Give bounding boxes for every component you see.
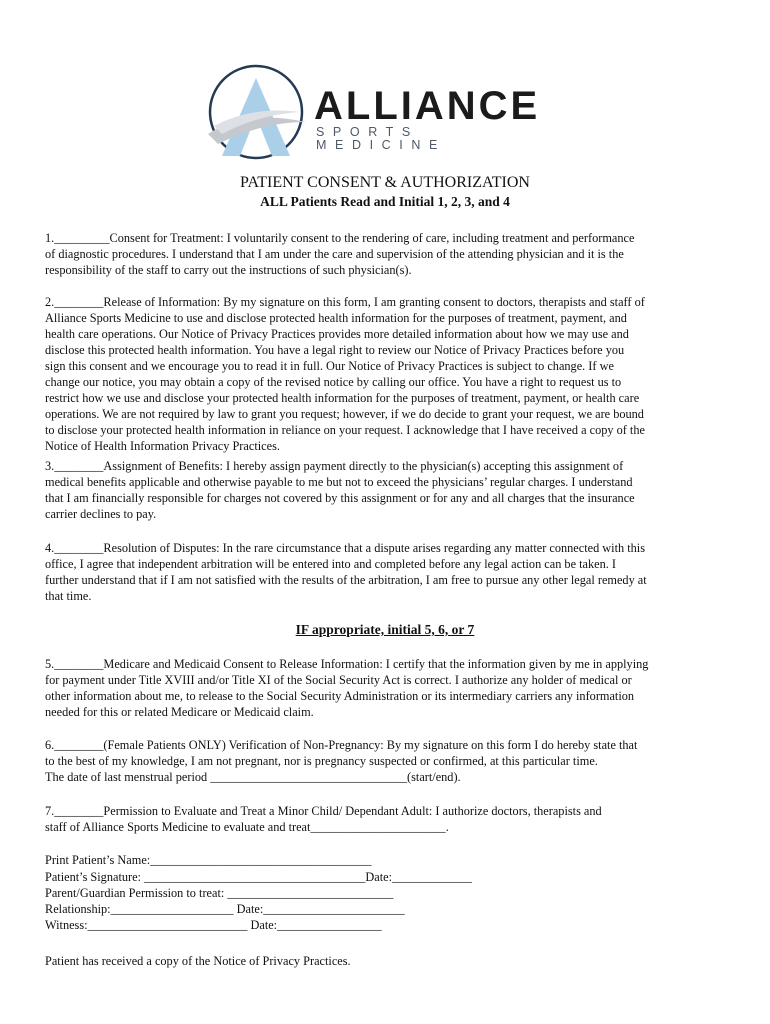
text-line: 7.________Permission to Evaluate and Treat a Minor Child/ Dependant Adult: I authorize doctors, therapists and [45, 804, 602, 818]
privacy-notice-statement: Patient has received a copy of the Notice of Privacy Practices. [45, 954, 351, 968]
text-line: The date of last menstrual period ________________________________(start/end). [45, 770, 461, 784]
text-line: disclose this protected health information. You have a legal right to review our Notice of Privacy Practices before you [45, 343, 625, 357]
text-line: operations. We are not required by law to grant you request; however, if we do decide to grant your request, we are bound [45, 407, 644, 421]
text-line: 4.________Resolution of Disputes: In the rare circumstance that a dispute arises regarding any matter connected with this [45, 541, 645, 555]
non-pregnancy-section [45, 737, 735, 785]
page-title: PATIENT CONSENT & AUTHORIZATION [240, 174, 530, 191]
resolution-disputes-section [45, 540, 735, 604]
text-line: other information about me, to release to the Social Security Administration or its intermediary carriers any information [45, 689, 635, 703]
page-subtitle: ALL Patients Read and Initial 1, 2, 3, and 4 [260, 194, 510, 209]
text-line: to disclose your protected health information in reliance on your request. I acknowledge that I have received a copy of the [45, 423, 645, 437]
assignment-benefits-section [45, 458, 735, 522]
logo-emblem-icon [196, 64, 316, 160]
text-line: 6.________(Female Patients ONLY) Verification of Non-Pregnancy: By my signature on this form I do hereby state that [45, 738, 638, 752]
text-line: 2.________Release of Information: By my signature on this form, I am granting consent to doctors, therapists and staff of [45, 295, 645, 309]
text-line: medical benefits applicable and otherwise payable to me but not to exceed the physicians’ regular charges. I understand [45, 475, 633, 489]
text-line: change our notice, you may obtain a copy of the revised notice by calling our office. You have a right to request us to [45, 375, 622, 389]
text-line: to the best of my knowledge, I am not pregnant, nor is pregnancy suspected or confirmed, at this particular time. [45, 754, 598, 768]
alliance-logo [196, 64, 556, 160]
text-line: restrict how we use and disclose your protected health information for the purposes of treatment, payment, or health care [45, 391, 640, 405]
text-line: further understand that if I am not satisfied with the results of the arbitration, I am free to pursue any other legal remedy at [45, 573, 647, 587]
release-information-section [45, 294, 735, 454]
text-line: that time. [45, 589, 92, 603]
text-line: Alliance Sports Medicine to use and disclose protected health information for the purposes of treatment, payment, and [45, 311, 627, 325]
text-line: 3.________Assignment of Benefits: I hereby assign payment directly to the physician(s) accepting this assignment of [45, 459, 624, 473]
text-line: for payment under Title XVIII and/or Title XI of the Social Security Act is correct. I authorize any holder of medical or [45, 673, 632, 687]
text-line: 5.________Medicare and Medicaid Consent to Release Information: I certify that the information given by me in applying [45, 657, 649, 671]
text-line: needed for this or related Medicare or Medicaid claim. [45, 705, 314, 719]
text-line: carrier declines to pay. [45, 507, 157, 521]
medicare-consent-section [45, 656, 735, 720]
logo-wordmark: ALLIANCE [314, 84, 541, 128]
print-name-field[interactable]: Print Patient’s Name:____________________________________ [45, 853, 372, 867]
optional-sections-heading: IF appropriate, initial 5, 6, or 7 [295, 622, 475, 637]
minor-permission-section [45, 803, 735, 835]
guardian-permission-field[interactable]: Parent/Guardian Permission to treat: ___________________________ [45, 886, 394, 900]
text-line: sign this consent and we encourage you to read it in full. Our Notice of Privacy Practices is subject to change. If we [45, 359, 614, 373]
logo-tagline: SPORTS MEDICINE [316, 125, 446, 152]
witness-field[interactable]: Witness:__________________________ Date:_________________ [45, 918, 382, 932]
text-line: office, I agree that independent arbitration will be entered into and completed before any legal action can be taken. I [45, 557, 616, 571]
relationship-field[interactable]: Relationship:____________________ Date:_______________________ [45, 902, 405, 916]
patient-signature-field[interactable]: Patient’s Signature: ____________________________________Date:_____________ [45, 870, 472, 884]
text-line: that I am financially responsible for charges not covered by this assignment or for any and all charges that the insurance [45, 491, 635, 505]
text-line: responsibility of the staff to carry out the instructions of such physician(s). [45, 263, 412, 277]
text-line: 1._________Consent for Treatment: I voluntarily consent to the rendering of care, including treatment and performance [45, 231, 635, 245]
text-line: staff of Alliance Sports Medicine to evaluate and treat______________________. [45, 820, 449, 834]
text-line: of diagnostic procedures. I understand that I am under the care and supervision of the attending physician and it is the [45, 247, 624, 261]
text-line: health care operations. Our Notice of Privacy Practices provides more detailed information about how we may use and [45, 327, 629, 341]
text-line: Notice of Health Information Privacy Practices. [45, 439, 280, 453]
consent-treatment-section [45, 230, 735, 278]
